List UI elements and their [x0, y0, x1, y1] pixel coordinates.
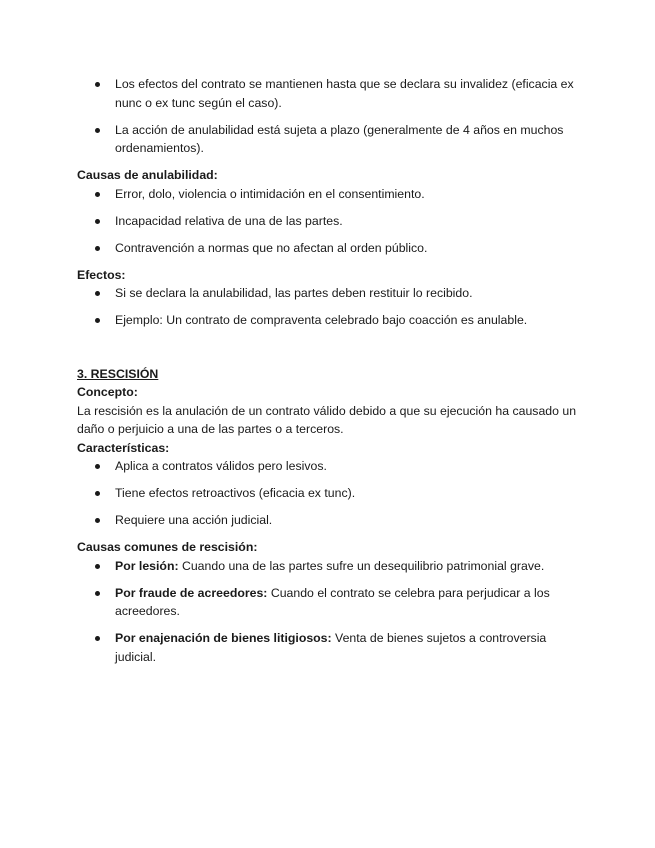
list-item: Ejemplo: Un contrato de compraventa celebrado bajo coacción es anulable.: [77, 311, 587, 330]
causas-anulabilidad-heading: Causas de anulabilidad:: [77, 168, 218, 182]
list-item: Aplica a contratos válidos pero lesivos.: [77, 457, 587, 476]
section-title-rescision: 3. RESCISIÓN: [77, 366, 159, 381]
bullet-icon: [95, 491, 100, 496]
list-item: Por fraude de acreedores: Cuando el contrato se celebra para perjudicar a los acreedores.: [77, 584, 587, 621]
list-item: La acción de anulabilidad está sujeta a plazo (generalmente de 4 años en muchos ordenamientos).: [77, 121, 587, 158]
bullet-icon: [95, 82, 100, 87]
list-item: Tiene efectos retroactivos (eficacia ex tunc).: [77, 484, 587, 503]
list-item: Por lesión: Cuando una de las partes sufre un desequilibrio patrimonial grave.: [77, 557, 587, 576]
bullet-icon: [95, 591, 100, 596]
list-item: Si se declara la anulabilidad, las partes deben restituir lo recibido.: [77, 284, 587, 303]
concepto-paragraph: La rescisión es la anulación de un contrato válido debido a que su ejecución ha causado un daño o perjuicio a una de las partes o a terceros.: [77, 403, 577, 436]
caracteristicas-list: [77, 457, 587, 530]
concepto-heading: Concepto:: [77, 385, 138, 399]
causa-label: Por lesión:: [115, 558, 179, 573]
list-item: Incapacidad relativa de una de las partes.: [77, 212, 587, 231]
bullet-icon: [95, 636, 100, 641]
efectos-heading: Efectos:: [77, 267, 126, 282]
causa-label: Por enajenación de bienes litigiosos:: [115, 631, 332, 645]
intro-bullet-list: [77, 75, 587, 158]
list-item: Por enajenación de bienes litigiosos: Venta de bienes sujetos a controversia judicial.: [77, 629, 587, 666]
causas-rescision-list: [77, 557, 587, 667]
bullet-icon: [95, 246, 100, 251]
causa-label: Por fraude de acreedores:: [115, 585, 268, 600]
efectos-list: [77, 284, 587, 330]
caracteristicas-heading: Características:: [77, 440, 170, 455]
document-page: [77, 75, 587, 666]
bullet-icon: [95, 192, 100, 197]
list-item: Contravención a normas que no afectan al orden público.: [77, 239, 587, 258]
bullet-icon: [95, 219, 100, 224]
list-item: Requiere una acción judicial.: [77, 511, 587, 530]
bullet-icon: [95, 464, 100, 469]
bullet-icon: [95, 128, 100, 133]
causas-rescision-heading: Causas comunes de rescisión:: [77, 540, 258, 554]
bullet-icon: [95, 564, 100, 569]
bullet-icon: [95, 518, 100, 523]
bullet-icon: [95, 318, 100, 323]
list-item: Error, dolo, violencia o intimidación en el consentimiento.: [77, 185, 587, 204]
bullet-icon: [95, 291, 100, 296]
list-item: Los efectos del contrato se mantienen hasta que se declara su invalidez (eficacia ex nunc o ex tunc según el caso).: [77, 75, 587, 112]
causas-anulabilidad-list: [77, 185, 587, 258]
